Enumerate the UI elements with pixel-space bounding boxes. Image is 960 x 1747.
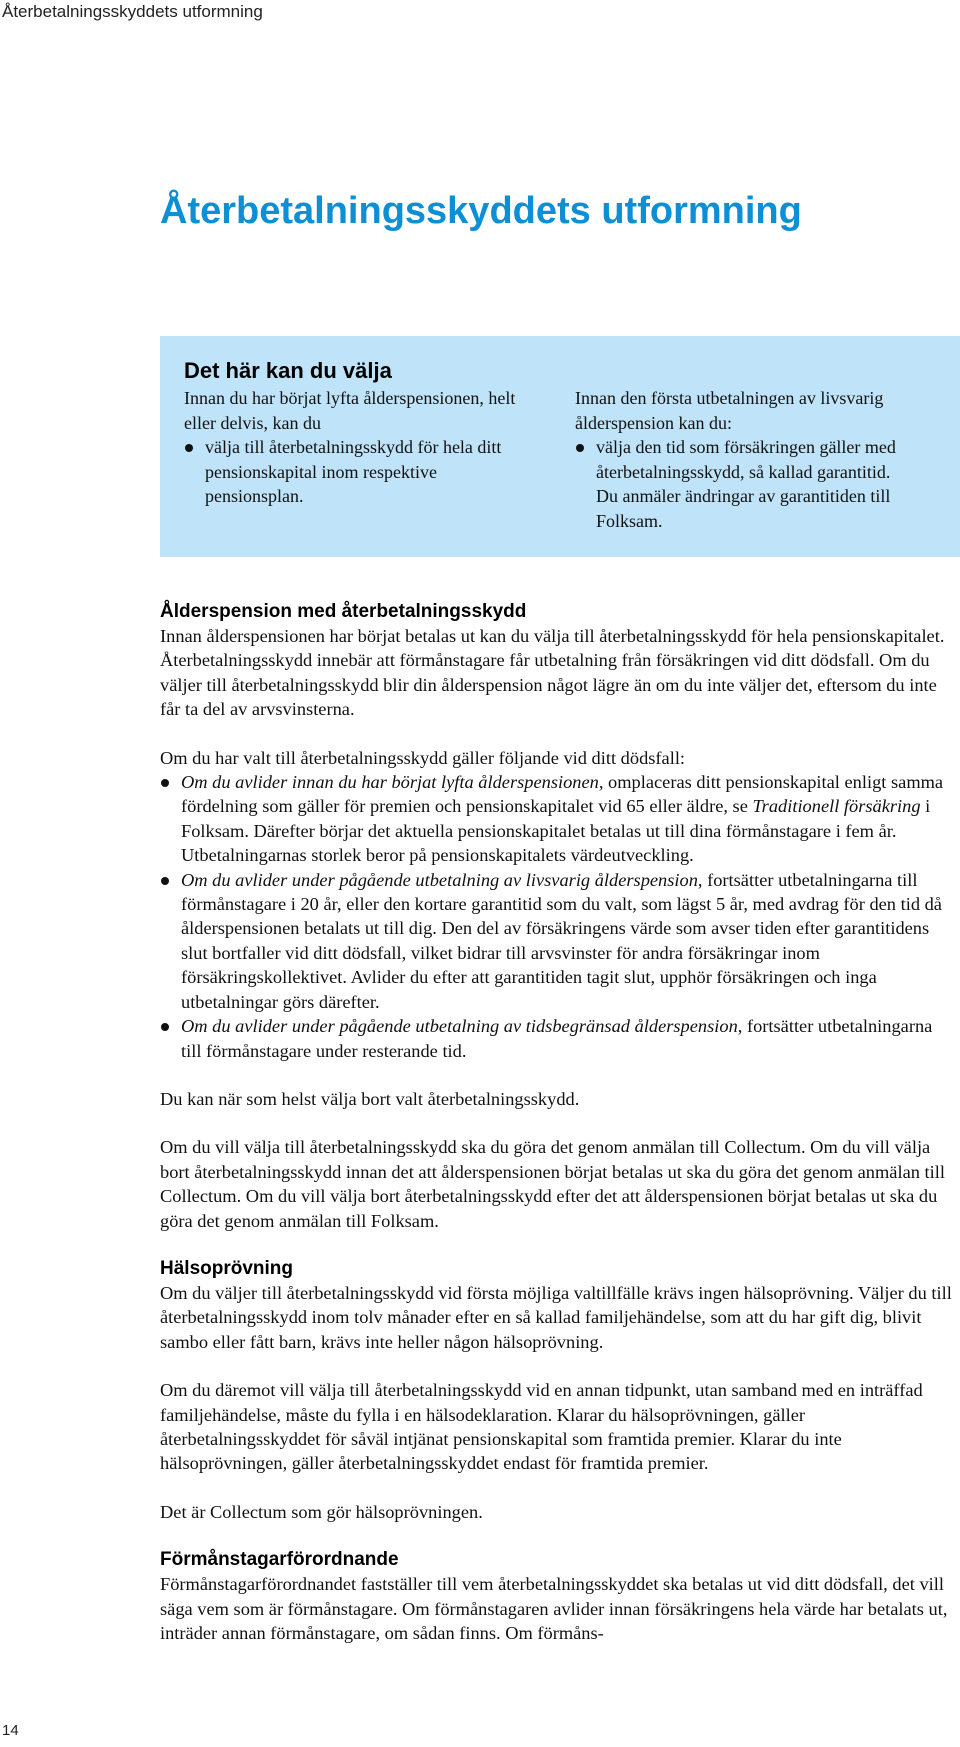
bullet-icon [161, 877, 169, 885]
bullet-icon [161, 1023, 169, 1031]
list-item-text: i Folksam. Därefter börjar det aktuella pensionskapitalet betalas ut till dina förmånstagare i fem år. Utbetalningarnas storlek beror på pensionskapitalets värdeutveckling. [181, 796, 931, 866]
paragraph: Det är Collectum som gör hälsoprövningen. [160, 1501, 483, 1522]
bullet-icon [161, 779, 169, 787]
info-box-left-bullet-text: välja till återbetalningsskydd för hela ditt pensionskapital inom respektive pensionsplan. [205, 437, 502, 506]
paragraph: Om du däremot vill välja till återbetalningsskydd vid en annan tidpunkt, utan samband med en inträffad familjehändelse, måste du fylla i en hälsodeklaration. Klarar du hälsoprövningen, gäller återbetalningsskyddet för såväl intjänat pensionskapital som framtida premier. Klarar du inte hälsoprövningen, gäller återbetalningsskyddet endast för framtida premier. [160, 1380, 923, 1474]
list-item-reference: Traditionell försäkring [752, 796, 921, 817]
paragraph: Om du väljer till återbetalningsskydd vid första möjliga valtillfälle krävs ingen hälsoprövning. Väljer du till återbetalningsskydd inom tolv månader efter en så kallad familjehändelse, som att du har gift dig, blivit sambo eller fått barn, krävs inte heller någon hälsoprövning. [160, 1282, 952, 1352]
info-box-left-list [184, 435, 524, 509]
list-item [181, 868, 957, 1014]
section-heading-formanstagarforordnande: Förmånstagarförordnande [160, 1549, 399, 1571]
section-heading-alderspension: Ålderspension med återbetalningsskydd [160, 601, 527, 622]
list-item-lead: Om du avlider innan du har börjat lyfta ålderspensionen, [181, 772, 604, 793]
section-heading-halsoprovning: Hälsoprövning [160, 1257, 294, 1279]
info-box-left-column [184, 386, 524, 509]
paragraph: Du kan när som helst välja bort valt återbetalningsskydd. [160, 1088, 580, 1109]
info-box-right-intro: Innan den första utbetalningen av livsvarig ålderspension kan du: [575, 388, 884, 433]
info-box [160, 336, 960, 557]
list-item-text: , fortsätter utbetalningarna till förmånstagare under resterande tid. [181, 1016, 933, 1061]
list-item [596, 435, 905, 533]
paragraph: Förmånstagarförordnandet fastställer till vem återbetalningsskyddet ska betalas ut vid ditt dödsfall, det vill säga vem som är förmånstagare. Om förmånstagaren avlider innan försäkringens hela värde har betalats ut, inträder annan förmånstagare, om sådan finns. Om förmåns- [160, 1574, 948, 1643]
bullet-icon [576, 444, 584, 452]
page-title: Återbetalningsskyddets utformning [160, 190, 802, 232]
death-rules-list [160, 770, 957, 1063]
info-box-right-list [575, 435, 905, 533]
list-item-lead: Om du avlider under pågående utbetalning av livsvarig ålderspension [181, 869, 698, 890]
paragraph: Innan ålderspensionen har börjat betalas ut kan du välja till återbetalningsskydd för hela pensionskapitalet. Återbetalningsskydd innebär att förmånstagare får utbetalning från försäkringen vid ditt dödsfall. Om du väljer till återbetalningsskydd blir din ålderspension något lägre än om du inte väljer det, eftersom du inte får ta del av arvsvinsterna. [160, 626, 945, 720]
list-intro: Om du har valt till återbetalningsskydd gäller följande vid ditt dödsfall: [160, 747, 686, 768]
main-content [160, 600, 957, 1669]
list-item-text: , fortsätter utbetalningarna till förmånstagare i 20 år, eller den kortare garantitid som du valt, som lägst 5 år, med avdrag för den tid då ålderspensionen betalats ut till dig. Den del av försäkringens värde som avser tiden efter garantitidens slut bortfaller vid ditt dödsfall, vilket bidrar till arvsvinster för andra försäkringar inom försäkringskollektivet. Avlider du efter att garantitiden tagit slut, upphör försäkringen och inga utbetalningar görs därefter. [181, 869, 942, 1012]
list-item [181, 1014, 957, 1063]
list-item-lead: Om du avlider under pågående utbetalning av tidsbegränsad ålderspension [181, 1016, 738, 1037]
info-box-title: Det här kan du välja [184, 358, 392, 383]
bullet-icon [185, 444, 193, 452]
paragraph: Om du vill välja till återbetalningsskydd ska du göra det genom anmälan till Collectum. Om du vill välja bort återbetalningsskydd innan det att ålderspensionen börjat betalas ut ska du göra det genom anmälan till Collectum. Om du vill välja bort återbetalningsskydd efter det att ålderspensionen börjat betalas ut ska du göra det genom anmälan till Folksam. [160, 1137, 945, 1231]
info-box-left-intro: Innan du har börjat lyfta ålderspensionen, helt eller delvis, kan du [184, 388, 516, 433]
list-item [205, 435, 524, 509]
info-box-right-bullet-text: välja den tid som försäkringen gäller med återbetalningsskydd, så kallad garantitid. Du anmäler ändringar av garantitiden till Folksam. [596, 437, 896, 531]
running-head: Återbetalningsskyddets utformning [2, 2, 263, 21]
list-item [181, 770, 957, 868]
page-number: 14 [2, 1722, 19, 1739]
list-item-text: omplaceras ditt pensionskapital enligt samma fördelning som gäller för premien och pensionskapitalet vid 65 eller äldre, se [181, 772, 944, 817]
info-box-right-column [575, 386, 905, 533]
